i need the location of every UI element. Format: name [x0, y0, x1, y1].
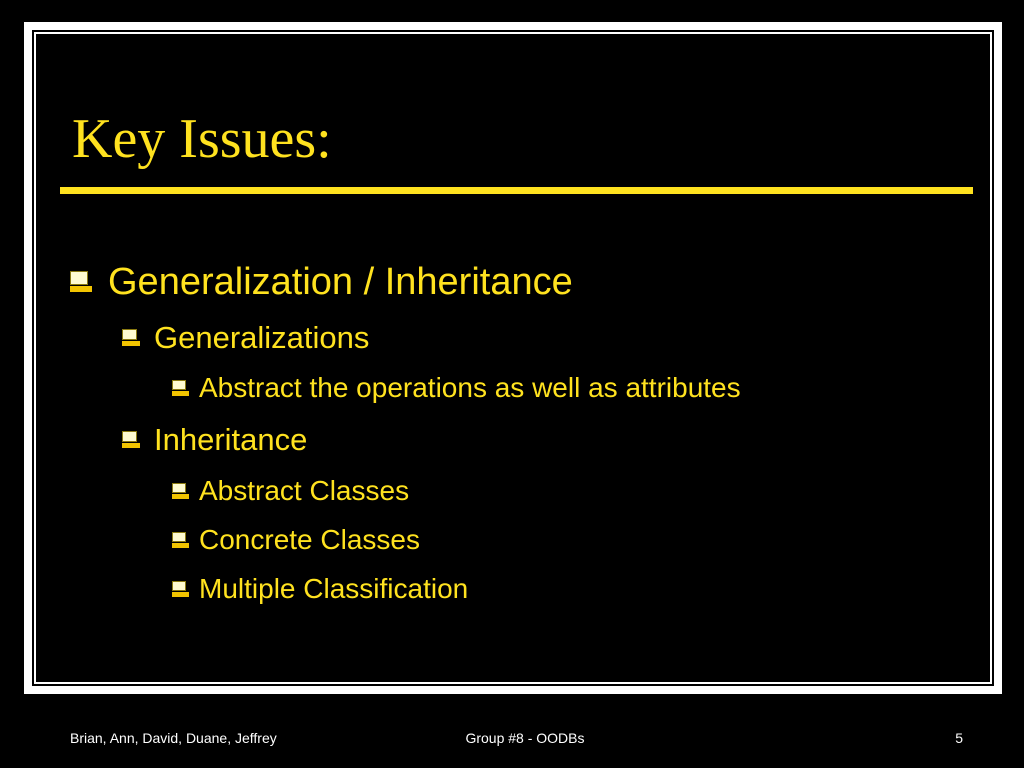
bullet-item-level-3	[172, 571, 468, 607]
bullet-text: Multiple Classification	[199, 573, 469, 604]
computer-monitor-icon	[122, 329, 140, 347]
computer-monitor-icon	[172, 380, 189, 397]
bullet-text: Abstract the operations as well as attributes	[199, 372, 741, 403]
computer-monitor-icon	[122, 431, 140, 449]
footer-authors: Brian, Ann, David, Duane, Jeffrey	[70, 730, 277, 746]
bullet-item-level-1	[70, 258, 573, 306]
bullet-item-level-2	[122, 420, 307, 460]
slide-number: 5	[955, 730, 963, 746]
bullet-text: Inheritance	[154, 422, 308, 457]
bullet-item-level-3	[172, 522, 420, 558]
computer-monitor-icon	[172, 532, 189, 549]
computer-monitor-icon	[172, 483, 189, 500]
footer-group: Group #8 - OODBs	[465, 730, 585, 746]
bullet-item-level-3	[172, 473, 409, 509]
bullet-text: Generalizations	[154, 320, 370, 355]
bullet-item-level-3	[172, 370, 741, 406]
slide-title: Key Issues:	[72, 108, 332, 170]
bullet-text: Generalization / Inheritance	[108, 260, 573, 303]
bullet-text: Concrete Classes	[199, 524, 420, 555]
computer-monitor-icon	[172, 581, 189, 598]
bullet-text: Abstract Classes	[199, 475, 410, 506]
computer-monitor-icon	[70, 271, 92, 293]
bullet-item-level-2	[122, 318, 369, 358]
